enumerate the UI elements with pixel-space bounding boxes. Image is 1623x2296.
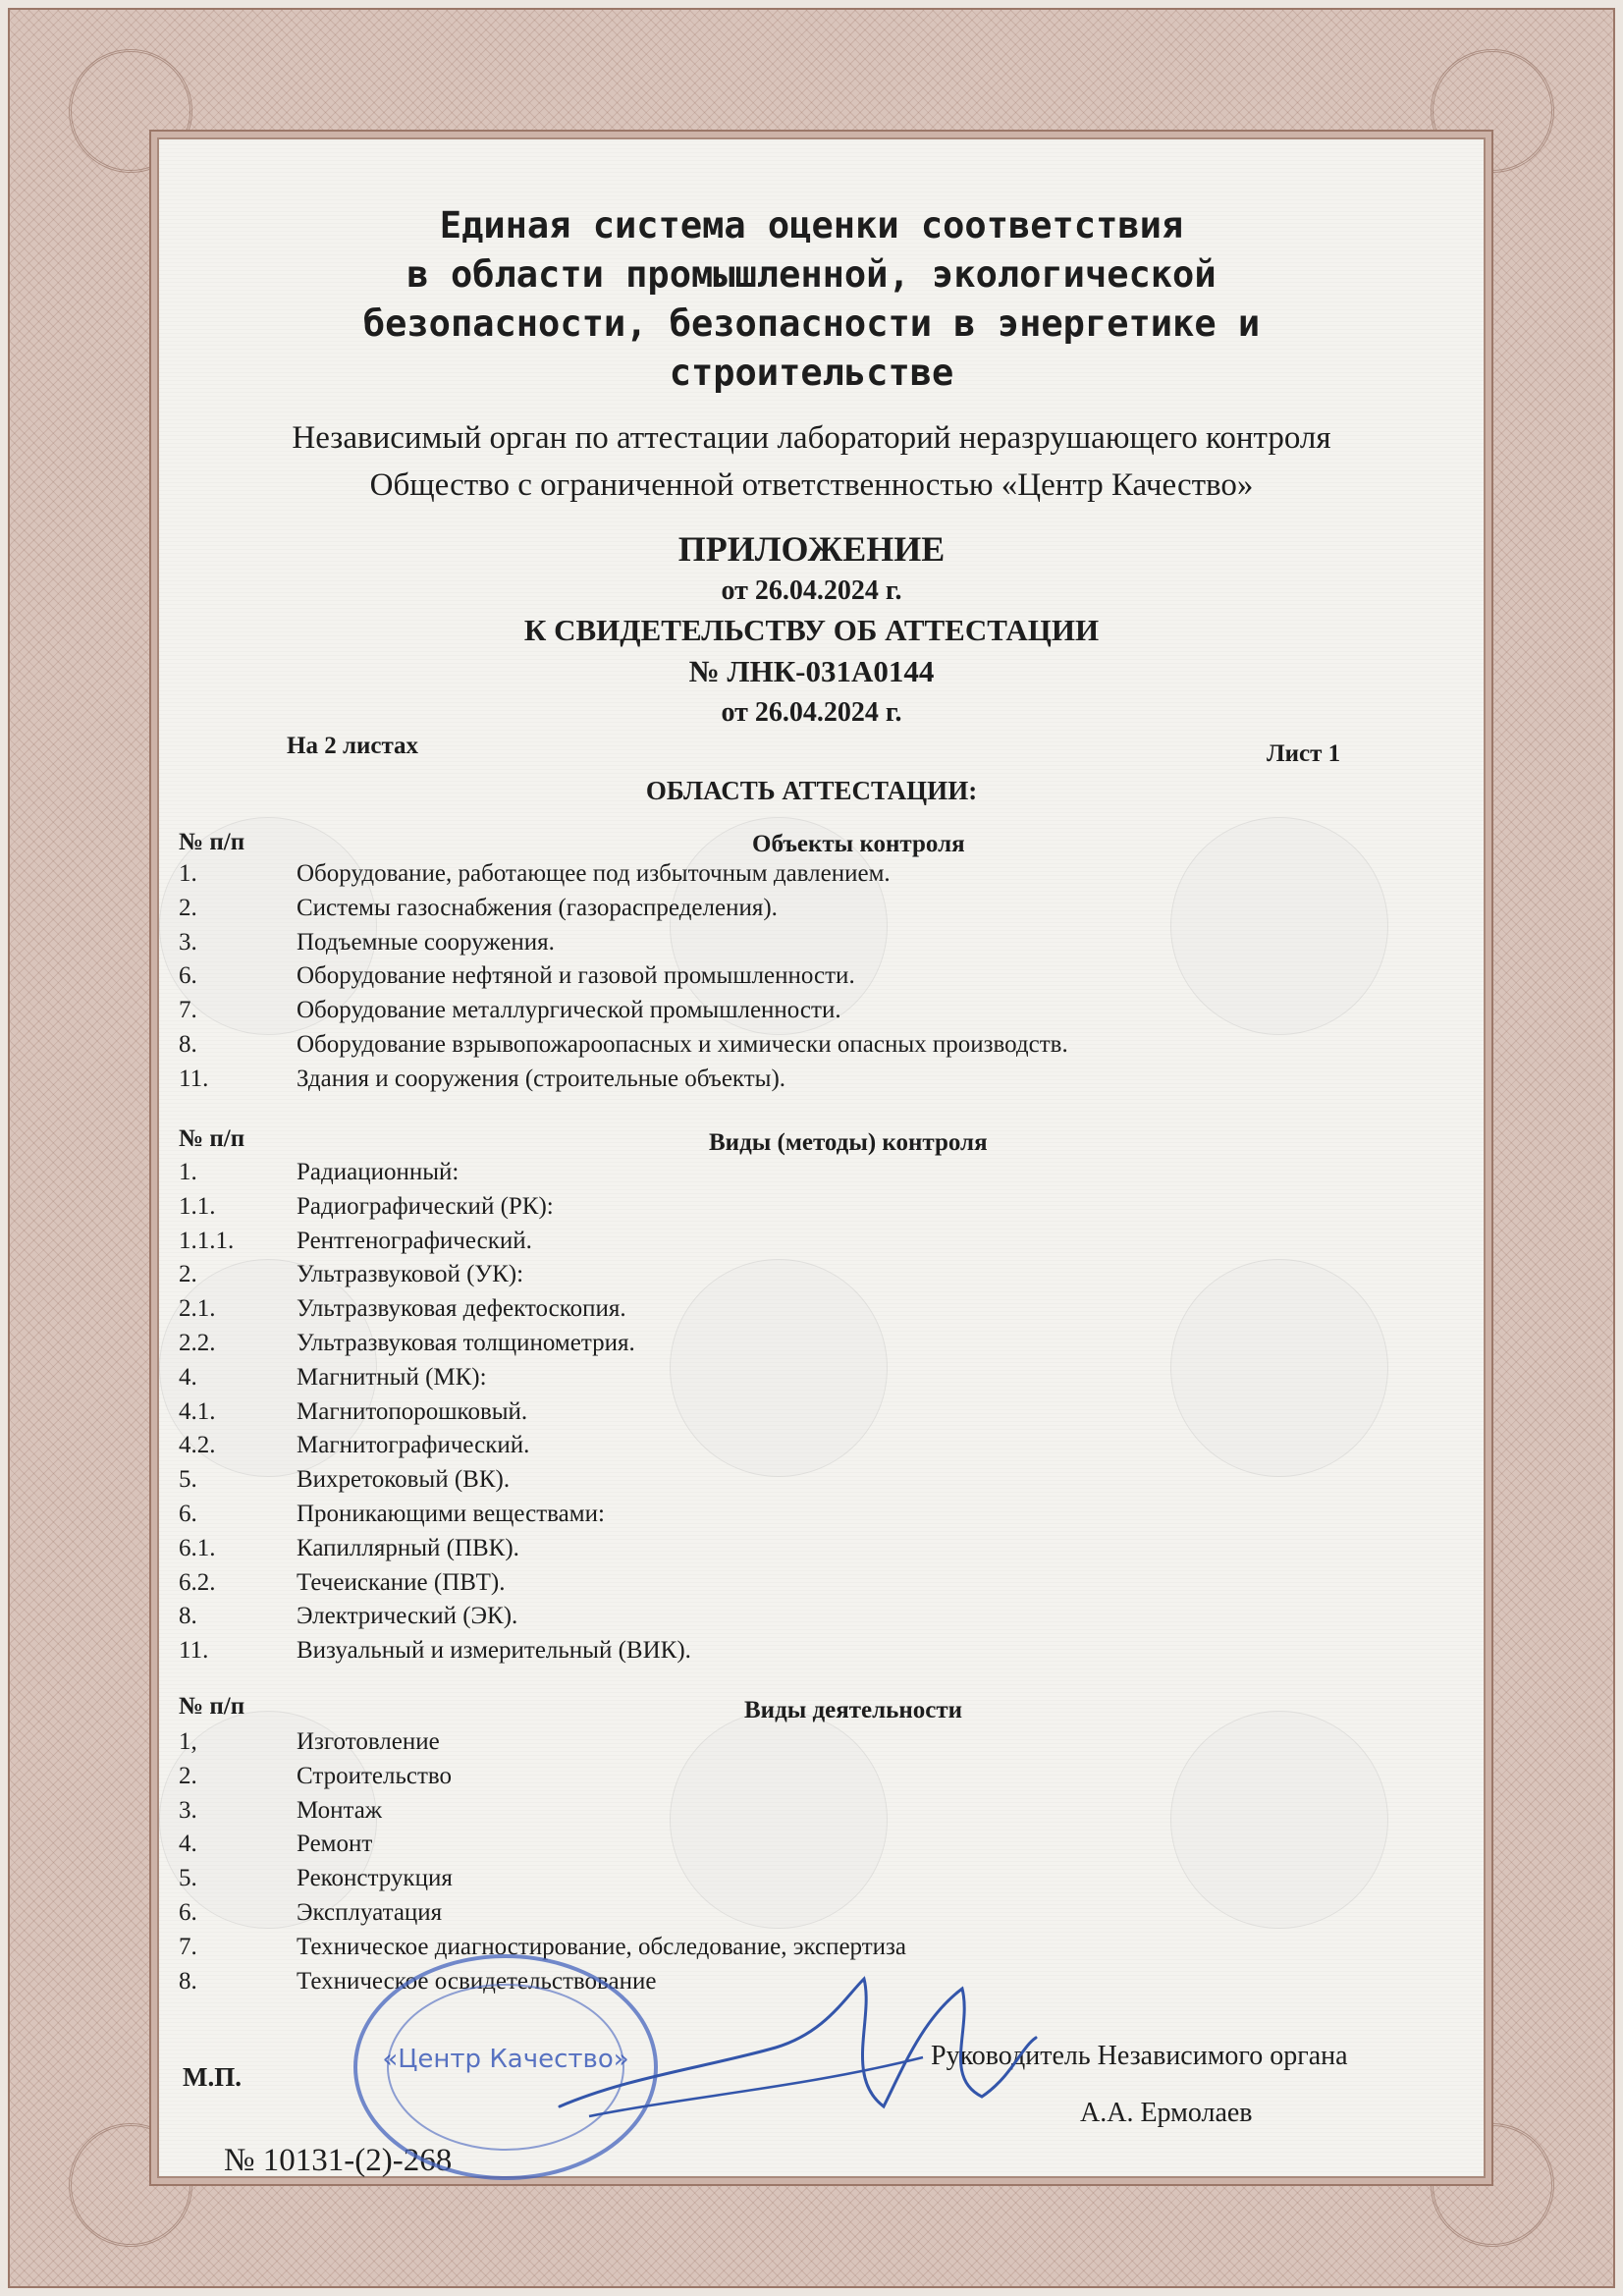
org-name-line2: Общество с ограниченной ответственностью «Центр Качество» [369,467,1254,503]
objects-title: Объекты контроля [752,831,965,857]
item-number: 1, [179,1728,197,1755]
item-number: 4. [179,1831,197,1858]
item-number: 5. [179,1466,197,1494]
item-number: 8. [179,1967,197,1995]
watermark-rosette [1170,1711,1388,1929]
item-text: Электрический (ЭК). [297,1603,518,1630]
item-text: Ультразвуковая толщинометрия. [297,1330,635,1356]
watermark-rosette [670,1259,888,1477]
item-number: 4. [179,1363,197,1391]
item-number: 1. [179,1159,197,1185]
item-text: Капиллярный (ПВК). [297,1534,519,1561]
item-text: Рентгенографический. [297,1227,532,1254]
item-text: Магнитопорошковый. [297,1397,528,1425]
item-number: 1. [179,860,197,887]
item-text: Реконструкция [297,1865,453,1892]
watermark-rosette [670,1711,888,1929]
item-text: Течеискание (ПВТ). [297,1568,506,1596]
item-number: 2. [179,1762,197,1789]
scope-title: ОБЛАСТЬ АТТЕСТАЦИИ: [645,776,978,805]
item-number: 4.2. [179,1432,216,1459]
item-text: Радиационный: [297,1159,460,1185]
item-number: 2. [179,894,197,921]
item-number: 6.2. [179,1568,216,1596]
system-title-line: безопасности, безопасности в энергетике и [362,302,1261,345]
item-number: 6.1. [179,1534,216,1561]
item-number: 6. [179,962,197,990]
appendix-title: ПРИЛОЖЕНИЕ [677,529,946,569]
seal-place-label: М.П. [183,2062,242,2092]
certificate-number: № ЛНК-031А0144 [688,654,935,688]
activities-num-header: № п/п [179,1693,245,1720]
item-number: 8. [179,1603,197,1630]
item-text: Ультразвуковая дефектоскопия. [297,1295,626,1323]
item-number: 3. [179,928,197,956]
item-number: 2. [179,1261,197,1288]
head-name: А.А. Ермолаев [1080,2098,1253,2128]
item-text: Магнитографический. [297,1432,530,1459]
watermark-rosette [1170,1259,1388,1477]
item-text: Ремонт [297,1831,373,1858]
item-number: 4.1. [179,1397,216,1425]
item-text: Ультразвуковой (УК): [297,1261,524,1288]
item-number: 11. [179,1637,209,1665]
head-position: Руководитель Независимого органа [931,2041,1348,2071]
item-text: Эксплуатация [297,1899,443,1926]
item-text: Подъемные сооружения. [297,928,555,956]
item-number: 8. [179,1031,197,1058]
item-text: Строительство [297,1762,453,1789]
stamp-text: «Центр Качество» [382,2045,629,2074]
watermark-rosette [1170,817,1388,1035]
appendix-date: от 26.04.2024 г. [721,575,902,606]
methods-num-header: № п/п [179,1125,245,1152]
item-text: Магнитный (МК): [297,1363,487,1391]
item-text: Оборудование, работающее под избыточным давлением. [297,860,891,887]
item-number: 7. [179,1933,197,1960]
item-number: 2.2. [179,1330,216,1356]
item-text: Вихретоковый (ВК). [297,1466,511,1494]
appendix-to-certificate: К СВИДЕТЕЛЬСТВУ ОБ АТТЕСТАЦИИ [523,613,1100,647]
item-number: 1.1. [179,1192,216,1220]
item-text: Здания и сооружения (строительные объекты). [297,1065,786,1092]
item-text: Оборудование металлургической промышленности. [297,997,841,1024]
item-number: 7. [179,997,197,1024]
item-number: 3. [179,1796,197,1824]
item-text: Оборудование взрывопожароопасных и химически опасных производств. [297,1031,1068,1058]
system-title-line: строительстве [669,352,954,394]
item-text: Визуальный и измерительный (ВИК). [297,1637,691,1665]
item-text: Оборудование нефтяной и газовой промышленности. [297,962,855,990]
item-number: 2.1. [179,1295,216,1323]
sheets-count: На 2 листах [287,733,419,759]
system-title-line: Единая система оценки соответствия [439,204,1184,246]
item-text: Проникающими веществами: [297,1501,605,1527]
form-number: № 10131-(2)-268 [224,2143,453,2178]
item-text: Монтаж [297,1796,383,1824]
item-number: 6. [179,1501,197,1527]
certificate-date: от 26.04.2024 г. [721,697,902,728]
item-text: Изготовление [297,1728,440,1755]
activities-title: Виды деятельности [744,1697,963,1723]
item-number: 1.1.1. [179,1227,235,1254]
signature [550,1959,1041,2126]
item-text: Техническое освидетельствование [297,1967,657,1995]
system-title-line: в области промышленной, экологической [406,253,1217,296]
item-number: 6. [179,1899,197,1926]
item-text: Техническое диагностирование, обследование, экспертиза [297,1933,907,1960]
sheet-number: Лист 1 [1267,740,1341,767]
item-number: 5. [179,1865,197,1892]
org-name-line1: Независимый орган по аттестации лабораторий неразрушающего контроля [292,420,1331,456]
objects-num-header: № п/п [179,829,245,855]
item-text: Радиографический (РК): [297,1192,554,1220]
item-number: 11. [179,1065,209,1092]
item-text: Системы газоснабжения (газораспределения). [297,894,778,921]
methods-title: Виды (методы) контроля [709,1129,988,1156]
